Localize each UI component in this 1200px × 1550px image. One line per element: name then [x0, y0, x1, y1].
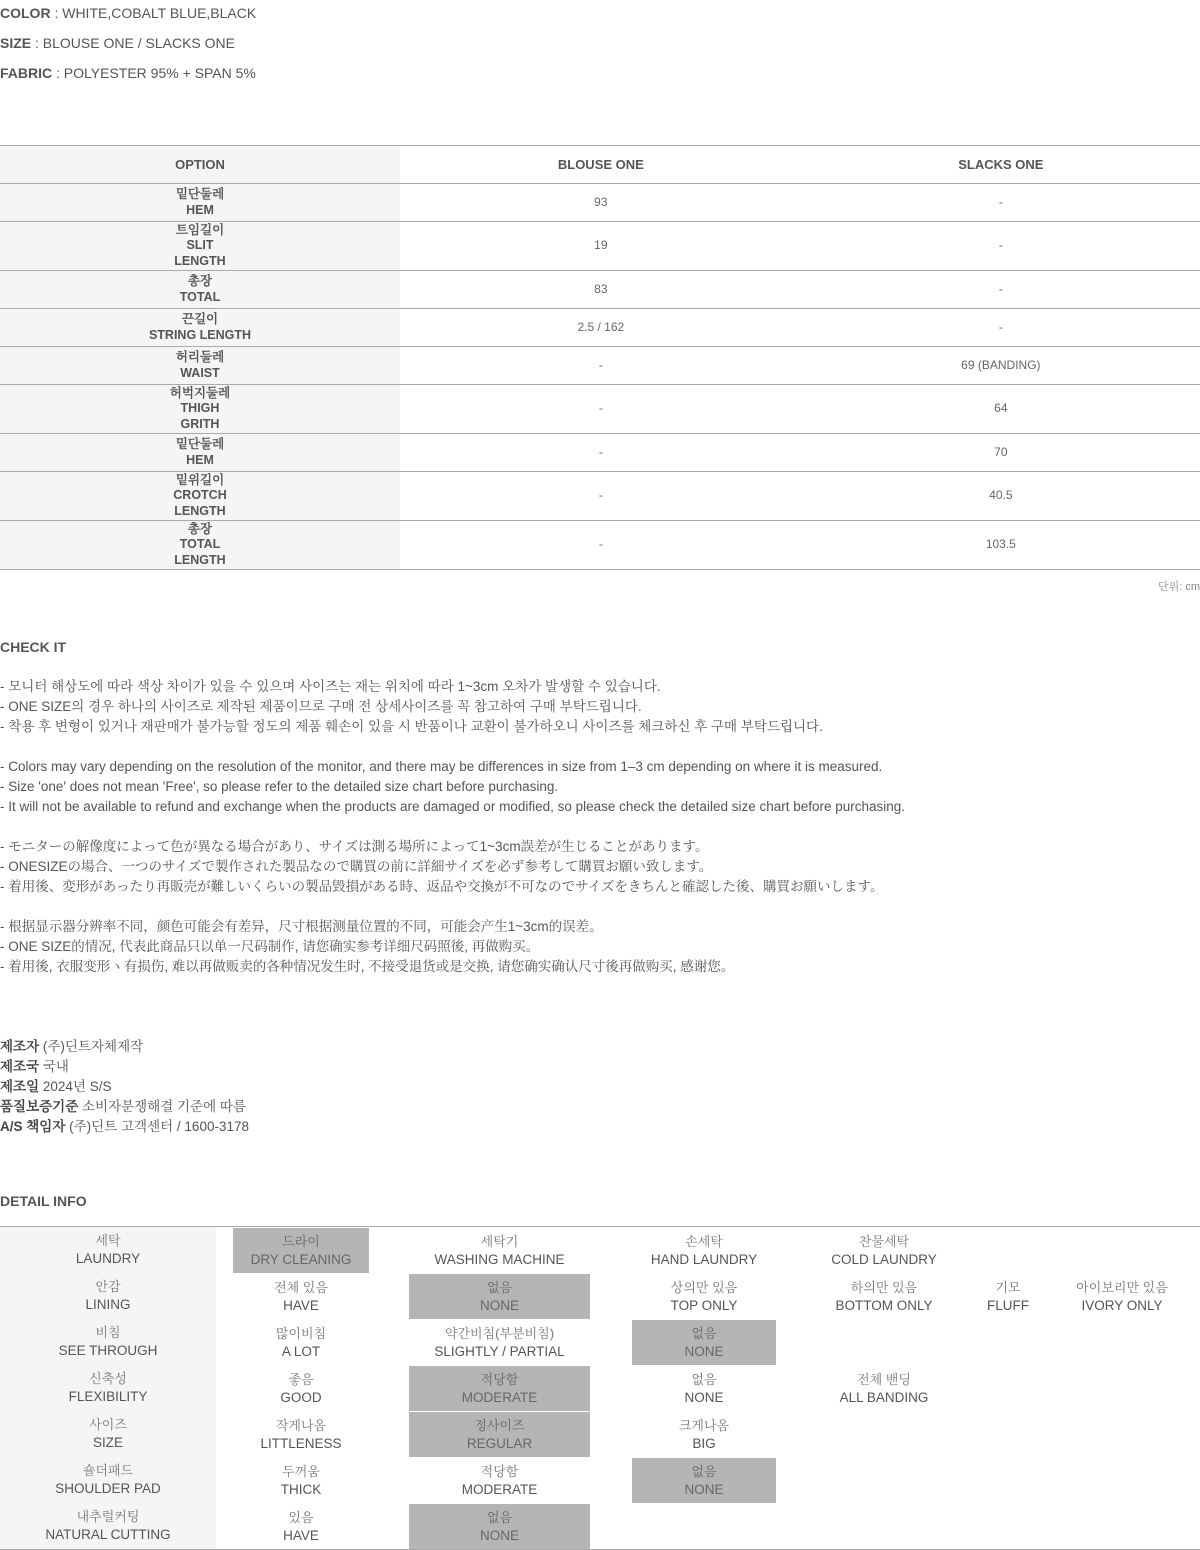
option-english: NONE — [479, 1527, 519, 1543]
option-english: A LOT — [281, 1343, 321, 1359]
option-korean: 적당함 — [480, 1371, 519, 1387]
option-english: NONE — [479, 1297, 519, 1313]
option-korean: 없음 — [691, 1325, 717, 1341]
option-english: BIG — [692, 1435, 716, 1451]
row-label-line: GRITH — [180, 416, 220, 431]
detail-option — [409, 1228, 590, 1273]
row-label-line: TOTAL — [179, 289, 221, 304]
option-english: THICK — [280, 1481, 322, 1497]
slacks-value: - — [802, 184, 1200, 222]
detail-option — [233, 1412, 369, 1457]
option-english: WASHING MACHINE — [434, 1251, 565, 1267]
detail-row-label — [0, 1273, 216, 1319]
option-korean: 있음 — [288, 1509, 314, 1525]
label-english: LINING — [85, 1297, 131, 1312]
label-korean: 내추럴커팅 — [76, 1509, 140, 1524]
maker-key: 제조일 — [0, 1079, 40, 1094]
row-label — [0, 222, 400, 271]
option-english: BOTTOM ONLY — [835, 1297, 933, 1313]
detail-option — [632, 1274, 776, 1319]
table-row — [0, 472, 1200, 521]
maker-info — [0, 1037, 249, 1137]
note-line: - 착용 후 변형이 있거나 재판매가 불가능할 정도의 제품 훼손이 있을 시 반품이나 교환이 불가하오니 사이즈를 체크하신 후 구매 부탁드립니다. — [0, 719, 823, 734]
slacks-value: - — [802, 222, 1200, 271]
option-korean: 드라이 — [282, 1233, 320, 1249]
option-korean: 전체 밴딩 — [857, 1371, 911, 1387]
maker-value: 국내 — [39, 1059, 69, 1074]
row-label-line: HEM — [186, 202, 214, 217]
label-english: LAUNDRY — [75, 1251, 141, 1266]
row-label-line: TOTAL — [179, 537, 221, 552]
label-korean: 신축성 — [89, 1371, 127, 1386]
option-korean: 전체 있음 — [274, 1279, 328, 1295]
spec-value: : POLYESTER 95% + SPAN 5% — [52, 65, 256, 81]
detail-option-selected — [409, 1504, 590, 1549]
maker-value: 2024년 S/S — [39, 1079, 112, 1094]
table-row — [0, 434, 1200, 472]
detail-info-table — [0, 1226, 1200, 1550]
option-korean: 상의만 있음 — [670, 1279, 738, 1295]
table-row — [0, 309, 1200, 347]
detail-option-selected — [632, 1458, 776, 1503]
row-label-line: 끈길이 — [181, 312, 219, 326]
spec-size — [0, 35, 235, 51]
note-line: - 모니터 해상도에 따라 색상 차이가 있을 수 있으며 사이즈는 재는 위치에 따라 1~3cm 오차가 발생할 수 있습니다. — [0, 679, 661, 694]
detail-row-label — [0, 1457, 216, 1503]
detail-option-selected — [409, 1274, 590, 1319]
blouse-value: 19 — [400, 222, 802, 271]
slacks-value: 103.5 — [802, 521, 1200, 570]
detail-option — [632, 1228, 776, 1273]
blouse-value: 83 — [400, 271, 802, 309]
label-english: SEE THROUGH — [58, 1343, 158, 1358]
note-line: - ONE SIZE의 경우 하나의 사이즈로 제작된 제품이므로 구매 전 상세사이즈를 꼭 참고하여 구매 부탁드립니다. — [0, 699, 642, 714]
option-korean: 손세탁 — [685, 1233, 723, 1249]
option-korean: 아이보리만 있음 — [1076, 1279, 1168, 1295]
table-row — [0, 347, 1200, 385]
table-row — [0, 184, 1200, 222]
option-english: SLIGHTLY / PARTIAL — [434, 1343, 565, 1359]
unit-note: 단위: cm — [1157, 581, 1200, 593]
note-line: - Colors may vary depending on the resolution of the monitor, and there may be differences in size from 1–3 cm depending on where it is measured. — [0, 759, 883, 774]
detail-info-title: DETAIL INFO — [0, 1193, 87, 1209]
blouse-value: - — [400, 434, 802, 472]
table-row — [0, 385, 1200, 434]
option-english: COLD LAUNDRY — [831, 1251, 937, 1267]
row-label-line: 밑단둘레 — [175, 187, 225, 201]
option-english: REGULAR — [466, 1435, 533, 1451]
spec-color — [0, 5, 256, 21]
option-english: NONE — [684, 1389, 724, 1405]
blouse-value: - — [400, 472, 802, 521]
option-english: DRY CLEANING — [250, 1251, 352, 1267]
spec-key: FABRIC — [0, 65, 53, 81]
note-line: - Size 'one' does not mean 'Free', so please refer to the detailed size chart before purchasing. — [0, 779, 559, 794]
row-label-line: STRING LENGTH — [148, 327, 252, 342]
row-label — [0, 309, 400, 347]
option-korean: 없음 — [486, 1279, 513, 1295]
label-korean: 안감 — [95, 1279, 121, 1294]
maker-value: (주)딘트자체제작 — [39, 1039, 144, 1054]
detail-option — [968, 1274, 1048, 1319]
option-english: MODERATE — [461, 1389, 538, 1405]
header-blouse: BLOUSE ONE — [400, 146, 802, 184]
row-label — [0, 271, 400, 309]
maker-row — [0, 1077, 249, 1097]
label-korean: 사이즈 — [89, 1417, 127, 1432]
row-label-line: HEM — [186, 452, 214, 467]
row-label-line: 밑위길이 — [175, 472, 225, 487]
note-line: - 根据显示器分辨率不同，颜色可能会有差异，尺寸根据测量位置的不同，可能会产生1~3cm的误差。 — [0, 919, 603, 934]
table-row — [0, 222, 1200, 271]
detail-row-label — [0, 1319, 216, 1365]
spec-fabric — [0, 65, 256, 81]
note-line: - ONE SIZE的情况, 代表此商品只以单一尺码制作, 请您确实参考详细尺码照後, 再做购买。 — [0, 939, 540, 954]
label-korean: 비침 — [95, 1325, 121, 1340]
blouse-value: - — [400, 521, 802, 570]
note-line: - 着用後、変形があったり再販売が難しいくらいの製品毀損がある時、返品や交換が不可なのでサイズをきちんと確認した後、購買お願いします。 — [0, 879, 884, 894]
maker-row — [0, 1057, 249, 1077]
note-line: - 着用後, 衣服变形ヽ有损伤, 难以再做贩卖的各种情况发生时, 不接受退货或是交换, 请您确实确认尺寸後再做购买, 感谢您。 — [0, 959, 735, 974]
detail-option-selected — [632, 1320, 776, 1365]
table-row — [0, 271, 1200, 309]
slacks-value: - — [802, 309, 1200, 347]
detail-option — [808, 1228, 960, 1273]
row-label-line: 밑단둘레 — [175, 437, 225, 451]
header-option: OPTION — [0, 146, 400, 184]
maker-row — [0, 1037, 249, 1057]
option-english: IVORY ONLY — [1081, 1297, 1163, 1313]
detail-option — [632, 1412, 776, 1457]
row-label-line: 허벅지둘레 — [169, 385, 231, 400]
blouse-value: - — [400, 385, 802, 434]
maker-key: 제조자 — [0, 1039, 40, 1054]
note-line: - ONESIZEの場合、一つのサイズで製作された製品なので購買の前に詳細サイズを必ず参考して購買お願い致します。 — [0, 859, 713, 874]
slacks-value: 64 — [802, 385, 1200, 434]
detail-option — [233, 1458, 369, 1503]
option-korean: 세탁기 — [480, 1233, 519, 1249]
row-label-line: 총장 — [187, 274, 213, 288]
option-korean: 작게나옴 — [275, 1417, 327, 1433]
header-slacks: SLACKS ONE — [802, 146, 1200, 184]
maker-key: 품질보증기준 — [0, 1099, 79, 1114]
detail-option — [409, 1458, 590, 1503]
row-label — [0, 521, 400, 570]
option-english: ALL BANDING — [839, 1389, 929, 1405]
row-label-line: 총장 — [187, 521, 213, 536]
row-label-line: THIGH — [180, 401, 220, 416]
detail-row-label — [0, 1411, 216, 1457]
detail-option-selected — [409, 1412, 590, 1457]
slacks-value: - — [802, 271, 1200, 309]
row-label-line: 허리둘레 — [175, 350, 225, 364]
row-label-line: LENGTH — [174, 503, 226, 518]
spec-key: SIZE — [0, 35, 32, 51]
option-english: HAND LAUNDRY — [650, 1251, 758, 1267]
option-english: NONE — [684, 1343, 724, 1359]
option-english: TOP ONLY — [670, 1297, 738, 1313]
table-row — [0, 521, 1200, 570]
row-label-line: LENGTH — [174, 253, 226, 268]
option-english: FLUFF — [987, 1297, 1029, 1313]
row-label-line: CROTCH — [173, 488, 227, 503]
option-korean: 좋음 — [288, 1371, 314, 1387]
label-korean: 숄더패드 — [82, 1463, 134, 1478]
option-korean: 찬물세탁 — [858, 1233, 910, 1249]
row-label — [0, 184, 400, 222]
blouse-value: 93 — [400, 184, 802, 222]
maker-row — [0, 1117, 249, 1137]
detail-option — [233, 1504, 369, 1549]
option-korean: 두꺼움 — [282, 1463, 320, 1479]
option-korean: 기모 — [995, 1279, 1021, 1295]
note-line: - モニターの解像度によって色が異なる場合があり、サイズは測る場所によって1~3cm誤差が生じることがあります。 — [0, 839, 709, 854]
detail-option — [632, 1366, 776, 1411]
detail-row-label — [0, 1227, 216, 1273]
row-label-line: LENGTH — [174, 552, 226, 567]
slacks-value: 40.5 — [802, 472, 1200, 521]
check-it-notes — [0, 677, 905, 977]
detail-option — [409, 1320, 590, 1365]
detail-option-selected — [409, 1366, 590, 1411]
detail-option — [1058, 1274, 1186, 1319]
option-korean: 없음 — [691, 1371, 717, 1387]
row-label — [0, 472, 400, 521]
option-korean: 적당함 — [480, 1463, 519, 1479]
row-label — [0, 434, 400, 472]
maker-value: 소비자분쟁해결 기준에 따름 — [78, 1099, 246, 1114]
option-english: HAVE — [283, 1297, 319, 1313]
detail-option-selected — [233, 1228, 369, 1273]
row-label-line: SLIT — [186, 238, 214, 253]
note-line: - It will not be available to refund and exchange when the products are damaged or modified, so please check the detailed size chart before purchasing. — [0, 799, 906, 814]
option-english: NONE — [684, 1481, 724, 1497]
spec-key: COLOR — [0, 5, 51, 21]
label-english: SHOULDER PAD — [55, 1481, 161, 1496]
slacks-value: 70 — [802, 434, 1200, 472]
row-label-line: WAIST — [180, 365, 220, 380]
label-korean: 세탁 — [95, 1233, 121, 1248]
detail-option — [808, 1366, 960, 1411]
detail-option — [233, 1320, 369, 1365]
option-english: LITTLENESS — [260, 1435, 342, 1451]
maker-key: A/S 책임자 — [0, 1119, 66, 1134]
blouse-value: 2.5 / 162 — [400, 309, 802, 347]
label-english: FLEXIBILITY — [68, 1389, 148, 1404]
row-label-line: 트임길이 — [175, 222, 225, 237]
option-korean: 하의만 있음 — [850, 1279, 918, 1295]
option-english: HAVE — [283, 1527, 319, 1543]
slacks-value: 69 (BANDING) — [802, 347, 1200, 385]
label-english: SIZE — [92, 1435, 123, 1450]
detail-option — [233, 1366, 369, 1411]
blouse-value: - — [400, 347, 802, 385]
maker-value: (주)딘트 고객센터 / 1600-3178 — [65, 1119, 249, 1134]
check-it-title: CHECK IT — [0, 639, 67, 655]
maker-row — [0, 1097, 249, 1117]
option-english: MODERATE — [461, 1481, 538, 1497]
option-korean: 없음 — [486, 1509, 513, 1525]
detail-row-label — [0, 1503, 216, 1549]
option-korean: 정사이즈 — [474, 1417, 525, 1433]
size-table — [0, 145, 1200, 570]
option-korean: 없음 — [691, 1463, 717, 1479]
label-english: NATURAL CUTTING — [45, 1527, 171, 1542]
maker-key: 제조국 — [0, 1059, 40, 1074]
option-korean: 많이비침 — [275, 1325, 327, 1341]
option-korean: 크게나옴 — [678, 1417, 730, 1433]
detail-option — [808, 1274, 960, 1319]
detail-row-label — [0, 1365, 216, 1411]
row-label — [0, 385, 400, 434]
spec-value: : WHITE,COBALT BLUE,BLACK — [50, 5, 257, 21]
spec-value: : BLOUSE ONE / SLACKS ONE — [31, 35, 235, 51]
option-korean: 약간비침(부분비침) — [444, 1325, 555, 1341]
option-english: GOOD — [280, 1389, 322, 1405]
row-label — [0, 347, 400, 385]
detail-option — [233, 1274, 369, 1319]
